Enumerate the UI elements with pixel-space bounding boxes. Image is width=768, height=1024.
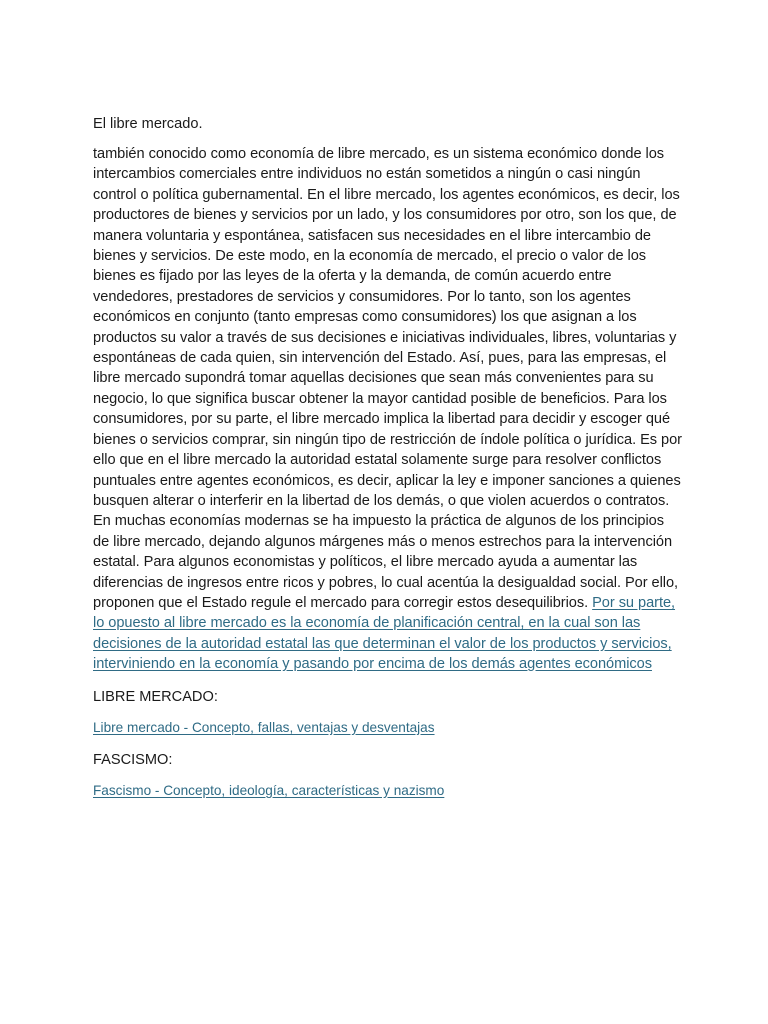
paragraph-link[interactable]: Por su parte, lo opuesto al libre mercado es la economía de planificación central, en la cual son las decisiones de la autoridad estatal las que determinan el valor de los productos y servicios, interviniendo en la economía y pasando por encima de los demás agentes económicos: [93, 594, 676, 673]
document-page: [93, 114, 683, 811]
link-fascismo[interactable]: Fascismo - Concepto, ideología, características y nazismo: [93, 782, 445, 798]
document-title: El libre mercado.: [93, 116, 203, 132]
link-libre-mercado[interactable]: Libre mercado - Concepto, fallas, ventajas y desventajas: [93, 719, 435, 735]
paragraph-text: también conocido como economía de libre mercado, es un sistema económico donde los intercambios comerciales entre individuos no están sometidos a ningún o casi ningún control o política gubernamental. En el libre mercado, los agentes económicos, es decir, los productores de bienes y servicios por un lado, y los consumidores por otro, son los que, de manera voluntaria y espontánea, satisfacen sus necesidades en el libre intercambio de bienes y servicios. De este modo, en la economía de mercado, el precio o valor de los bienes es fijado por las leyes de la oferta y la demanda, de común acuerdo entre vendedores, prestadores de servicios y consumidores. Por lo tanto, son los agentes económicos en conjunto (tanto empresas como consumidores) los que asignan a los productos su valor a través de sus decisiones e iniciativas individuales, libres, voluntarias y espontáneas de cada quien, sin intervención del Estado. Así, pues, para las empresas, el libre mercado supondrá tomar aquellas decisiones que sean más convenientes para su negocio, lo que significa buscar obtener la mayor cantidad posible de beneficios. Para los consumidores, por su parte, el libre mercado implica la libertad para decidir y escoger qué bienes o servicios comprar, sin ningún tipo de restricción de índole política o jurídica. Es por ello que en el libre mercado la autoridad estatal solamente surge para resolver conflictos puntuales entre agentes económicos, es decir, aplicar la ley e imponer sanciones a quienes busquen alterar o interferir en la libertad de los demás, o que violen acuerdos o contratos. En muchas economías modernas se ha impuesto la práctica de algunos de los principios de libre mercado, dejando algunos márgenes más o menos estrechos para la intervención estatal. Para algunos economistas y políticos, el libre mercado ayuda a aumentar las diferencias de ingresos entre ricos y pobres, lo cual acentúa la desigualdad social. Por ello, proponen que el Estado regule el mercado para corregir estos desequilibrios.: [93, 146, 682, 611]
main-paragraph: [93, 144, 683, 675]
section-label-fascismo: FASCISMO:: [93, 751, 173, 768]
section-label-libre-mercado: LIBRE MERCADO:: [93, 688, 218, 705]
